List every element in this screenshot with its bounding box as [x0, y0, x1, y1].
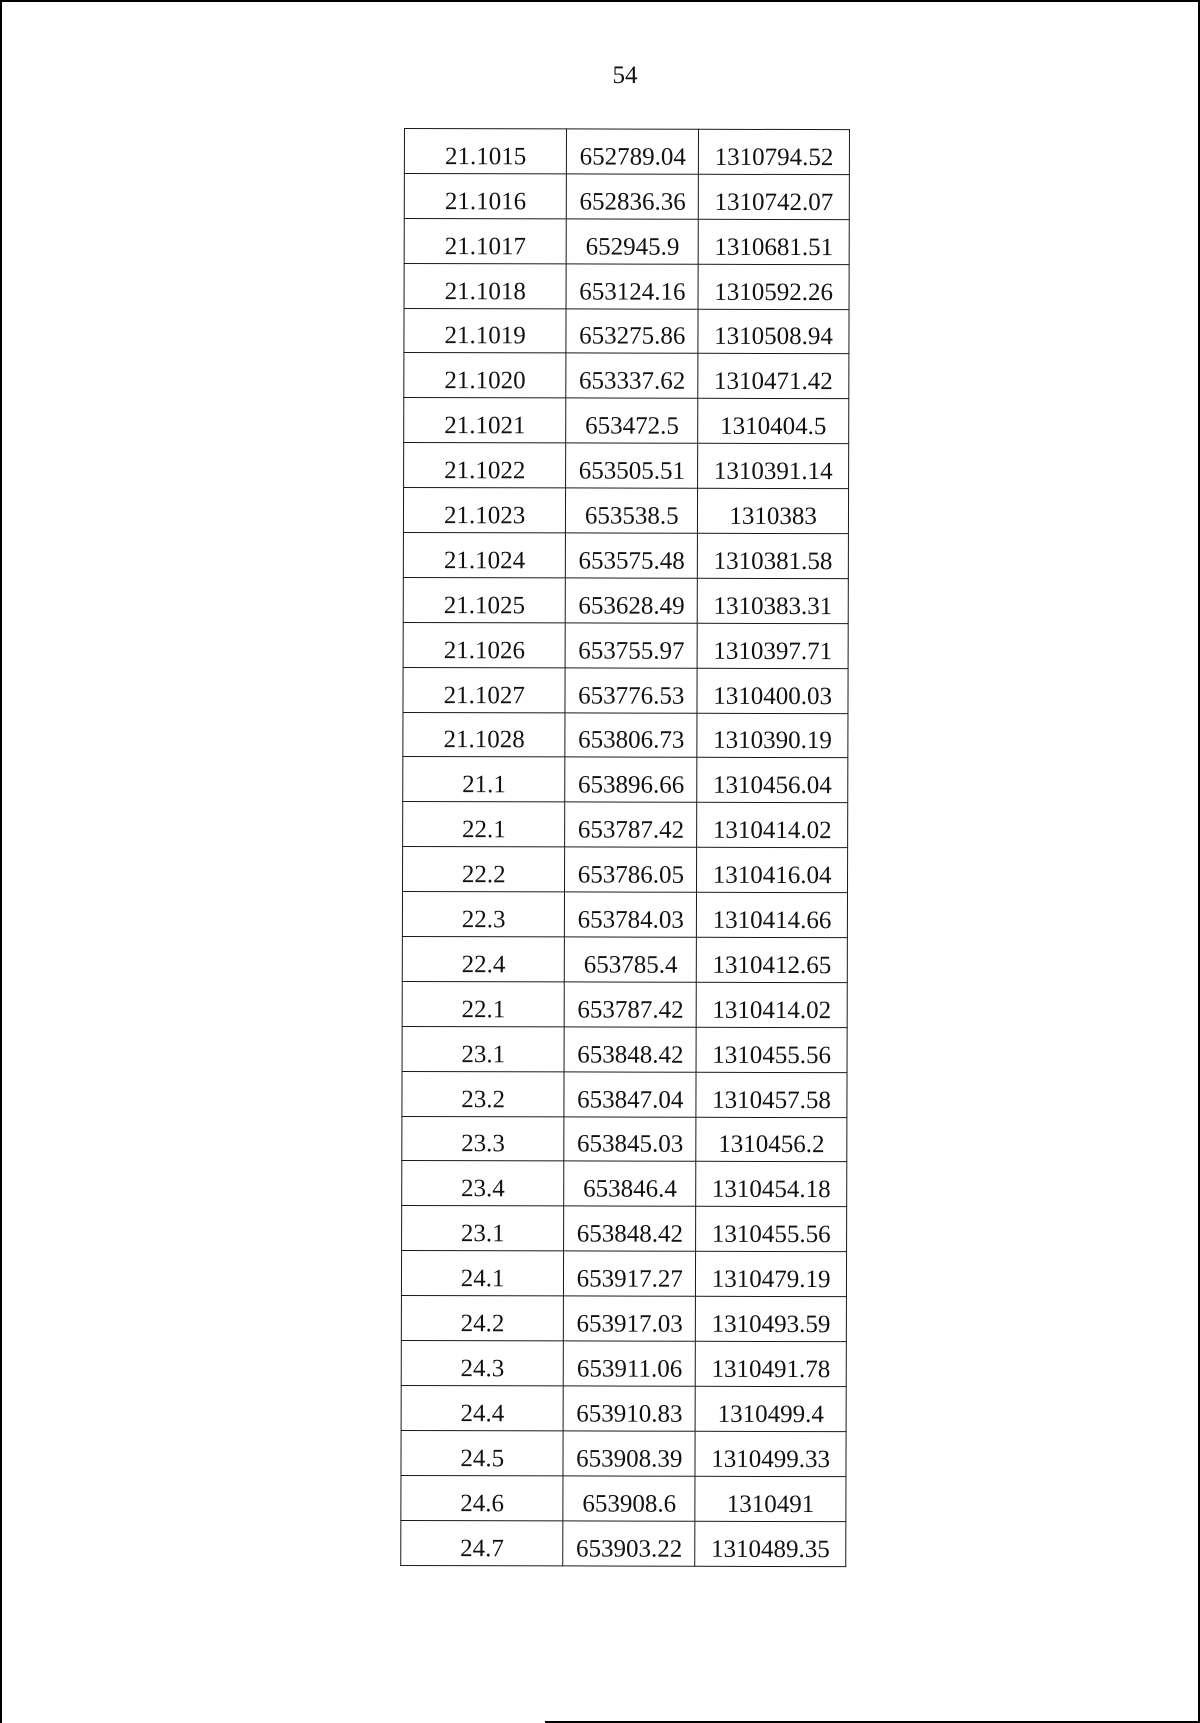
y-coordinate-cell: 1310489.35 — [695, 1521, 846, 1566]
y-coordinate-cell: 1310383 — [698, 488, 849, 533]
y-coordinate-cell: 1310414.02 — [697, 803, 848, 848]
x-coordinate-cell: 652836.36 — [567, 174, 699, 219]
point-id-cell: 24.4 — [401, 1385, 564, 1430]
x-coordinate-cell: 653784.03 — [565, 892, 697, 937]
table-row — [404, 218, 849, 264]
point-id-cell: 21.1020 — [404, 353, 567, 398]
table-row — [403, 488, 848, 534]
table-row — [404, 398, 849, 444]
y-coordinate-cell: 1310391.14 — [698, 444, 849, 489]
x-coordinate-cell: 653776.53 — [565, 668, 697, 713]
point-id-cell: 24.6 — [401, 1475, 564, 1520]
page-number: 54 — [612, 62, 638, 89]
y-coordinate-cell: 1310455.56 — [696, 1027, 847, 1072]
y-coordinate-cell: 1310400.03 — [697, 668, 848, 713]
table-row — [404, 353, 849, 399]
point-id-cell: 22.2 — [403, 847, 566, 892]
table-row — [401, 1296, 846, 1342]
x-coordinate-cell: 653910.83 — [563, 1386, 695, 1431]
point-id-cell: 21.1027 — [403, 667, 566, 712]
y-coordinate-cell: 1310479.19 — [696, 1252, 847, 1297]
point-id-cell: 24.3 — [401, 1341, 564, 1386]
x-coordinate-cell: 653911.06 — [564, 1341, 696, 1386]
point-id-cell: 21.1019 — [404, 308, 567, 353]
point-id-cell: 24.1 — [401, 1251, 564, 1296]
y-coordinate-cell: 1310457.58 — [696, 1072, 847, 1117]
y-coordinate-cell: 1310381.58 — [698, 533, 849, 578]
x-coordinate-cell: 653628.49 — [566, 578, 698, 623]
y-coordinate-cell: 1310493.59 — [696, 1296, 847, 1341]
y-coordinate-cell: 1310592.26 — [698, 264, 849, 309]
point-id-cell: 21.1017 — [404, 218, 567, 263]
table-row — [402, 1116, 847, 1162]
table-row — [401, 1475, 846, 1521]
x-coordinate-cell: 653806.73 — [565, 713, 697, 758]
point-id-cell: 21.1024 — [403, 533, 566, 578]
point-id-cell: 21.1016 — [404, 173, 567, 218]
x-coordinate-cell: 653908.39 — [563, 1431, 695, 1476]
y-coordinate-cell: 1310397.71 — [697, 623, 848, 668]
y-coordinate-cell: 1310390.19 — [697, 713, 848, 758]
table-row — [404, 263, 849, 309]
point-id-cell: 24.2 — [401, 1296, 564, 1341]
y-coordinate-cell: 1310412.65 — [696, 937, 847, 982]
x-coordinate-cell: 653848.42 — [564, 1206, 696, 1251]
y-coordinate-cell: 1310499.4 — [695, 1386, 846, 1431]
y-coordinate-cell: 1310794.52 — [699, 129, 850, 174]
y-coordinate-cell: 1310681.51 — [698, 219, 849, 264]
x-coordinate-cell: 653755.97 — [565, 623, 697, 668]
x-coordinate-cell: 653845.03 — [564, 1117, 696, 1162]
x-coordinate-cell: 653846.4 — [564, 1161, 696, 1206]
point-id-cell: 23.2 — [402, 1071, 565, 1116]
table-row — [404, 129, 849, 175]
x-coordinate-cell: 653917.27 — [564, 1251, 696, 1296]
point-id-cell: 23.4 — [402, 1161, 565, 1206]
x-coordinate-cell: 653787.42 — [565, 982, 697, 1027]
table-row — [403, 622, 848, 668]
point-id-cell: 23.3 — [402, 1116, 565, 1161]
point-id-cell: 24.5 — [401, 1430, 564, 1475]
x-coordinate-cell: 653896.66 — [565, 757, 697, 802]
x-coordinate-cell: 653785.4 — [565, 937, 697, 982]
x-coordinate-cell: 652945.9 — [567, 219, 699, 264]
point-id-cell: 23.1 — [402, 1026, 565, 1071]
table-row — [403, 847, 848, 893]
x-coordinate-cell: 652789.04 — [567, 129, 699, 174]
table-row — [402, 937, 847, 983]
coordinates-table — [400, 128, 850, 1567]
table-row — [401, 1251, 846, 1297]
point-id-cell: 22.3 — [402, 892, 565, 937]
x-coordinate-cell: 653538.5 — [566, 488, 698, 533]
y-coordinate-cell: 1310414.02 — [696, 982, 847, 1027]
point-id-cell: 21.1015 — [404, 129, 567, 174]
table-row — [402, 1026, 847, 1072]
point-id-cell: 21.1023 — [403, 488, 566, 533]
table-row — [402, 892, 847, 938]
y-coordinate-cell: 1310404.5 — [698, 399, 849, 444]
point-id-cell: 22.1 — [403, 802, 566, 847]
y-coordinate-cell: 1310491 — [695, 1476, 846, 1521]
table-row — [403, 802, 848, 848]
x-coordinate-cell: 653848.42 — [564, 1027, 696, 1072]
x-coordinate-cell: 653575.48 — [566, 533, 698, 578]
point-id-cell: 21.1026 — [403, 622, 566, 667]
y-coordinate-cell: 1310416.04 — [697, 848, 848, 893]
y-coordinate-cell: 1310499.33 — [695, 1431, 846, 1476]
table-row — [404, 308, 849, 354]
y-coordinate-cell: 1310508.94 — [698, 309, 849, 354]
x-coordinate-cell: 653505.51 — [566, 443, 698, 488]
table-row — [403, 577, 848, 623]
point-id-cell: 22.4 — [402, 937, 565, 982]
point-id-cell: 21.1021 — [404, 398, 567, 443]
table-row — [402, 1206, 847, 1252]
x-coordinate-cell: 653786.05 — [565, 847, 697, 892]
y-coordinate-cell: 1310454.18 — [696, 1162, 847, 1207]
x-coordinate-cell: 653472.5 — [566, 398, 698, 443]
y-coordinate-cell: 1310491.78 — [695, 1341, 846, 1386]
y-coordinate-cell: 1310455.56 — [696, 1207, 847, 1252]
point-id-cell: 23.1 — [402, 1206, 565, 1251]
x-coordinate-cell: 653124.16 — [566, 264, 698, 309]
table-row — [401, 1520, 846, 1566]
y-coordinate-cell: 1310456.04 — [697, 758, 848, 803]
point-id-cell: 21.1028 — [403, 712, 566, 757]
table-row — [401, 1341, 846, 1387]
y-coordinate-cell: 1310456.2 — [696, 1117, 847, 1162]
point-id-cell: 21.1018 — [404, 263, 567, 308]
point-id-cell: 21.1022 — [404, 443, 567, 488]
y-coordinate-cell: 1310383.31 — [697, 578, 848, 623]
y-coordinate-cell: 1310471.42 — [698, 354, 849, 399]
x-coordinate-cell: 653787.42 — [565, 802, 697, 847]
table-row — [403, 712, 848, 758]
table-row — [402, 981, 847, 1027]
point-id-cell: 24.7 — [401, 1520, 564, 1565]
table-row — [403, 757, 848, 803]
table-row — [402, 1161, 847, 1207]
table-row — [404, 443, 849, 489]
table-row — [404, 173, 849, 219]
x-coordinate-cell: 653917.03 — [564, 1296, 696, 1341]
x-coordinate-cell: 653337.62 — [566, 353, 698, 398]
point-id-cell: 22.1 — [402, 981, 565, 1026]
table-row — [401, 1385, 846, 1431]
y-coordinate-cell: 1310742.07 — [698, 174, 849, 219]
table-row — [401, 1430, 846, 1476]
x-coordinate-cell: 653275.86 — [566, 308, 698, 353]
table-row — [403, 667, 848, 713]
x-coordinate-cell: 653908.6 — [563, 1476, 695, 1521]
x-coordinate-cell: 653847.04 — [564, 1072, 696, 1117]
coordinates-table-body — [401, 129, 850, 1567]
y-coordinate-cell: 1310414.66 — [697, 892, 848, 937]
table-row — [402, 1071, 847, 1117]
point-id-cell: 21.1 — [403, 757, 566, 802]
table-row — [403, 533, 848, 579]
point-id-cell: 21.1025 — [403, 577, 566, 622]
x-coordinate-cell: 653903.22 — [563, 1521, 695, 1566]
